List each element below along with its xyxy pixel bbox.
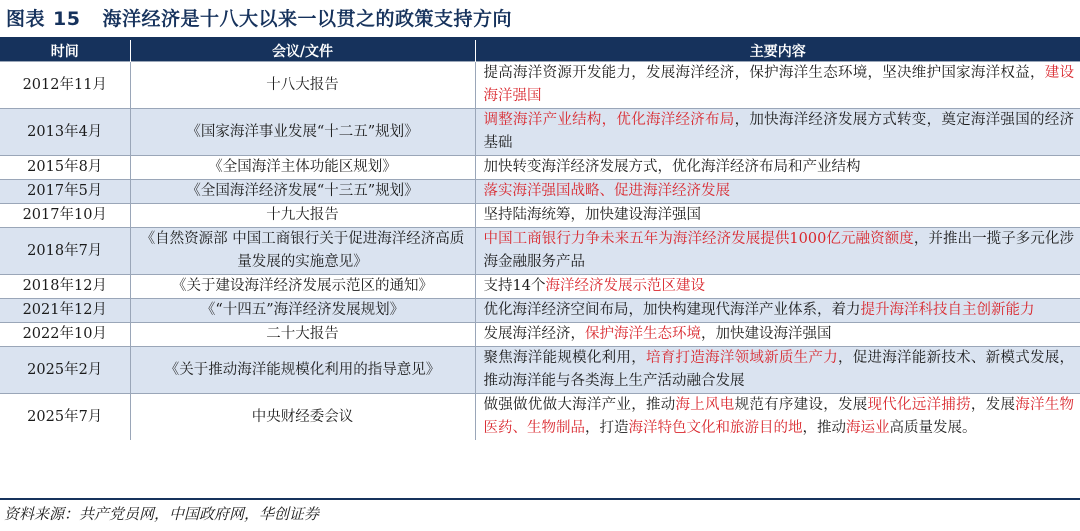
cell-content	[475, 204, 1080, 228]
cell-time: 2013年4月	[0, 109, 130, 156]
cell-content	[475, 323, 1080, 347]
highlight-text: 提升海洋科技自主创新能力	[860, 302, 1035, 318]
highlight-text: 中国工商银行力争未来五年为海洋经济发展提供1000亿元融资额度	[483, 231, 914, 247]
highlight-text: 海洋特色文化和旅游目的地	[628, 420, 803, 436]
content-text: 优化海洋经济空间布局，加快构建现代海洋产业体系，着力	[483, 302, 861, 318]
table-row	[0, 228, 1080, 275]
cell-content	[475, 299, 1080, 323]
highlight-text: 落实海洋强国战略、促进海洋经济发展	[483, 183, 730, 199]
cell-content	[475, 109, 1080, 156]
content-text: 规范有序建设，发展	[734, 397, 868, 413]
header-time: 时间	[0, 40, 130, 62]
table-row	[0, 299, 1080, 323]
table-row	[0, 323, 1080, 347]
highlight-text: 培育打造海洋领域新质生产力	[645, 350, 838, 366]
table-row	[0, 180, 1080, 204]
cell-content	[475, 180, 1080, 204]
highlight-text: 海运业	[846, 420, 890, 436]
cell-time: 2017年5月	[0, 180, 130, 204]
content-text: ，加快海洋经济发展方式转变，奠定海洋强国的经济基础	[483, 112, 1074, 151]
highlight-text: 保护海洋生态环境	[585, 326, 701, 342]
highlight-text: 海上风电	[675, 397, 735, 413]
source-note: 资料来源：共产党员网，中国政府网，华创证券	[4, 505, 320, 523]
content-text: 聚焦海洋能规模化利用，	[483, 350, 646, 366]
cell-content	[475, 228, 1080, 275]
cell-document: 二十大报告	[130, 323, 475, 347]
cell-document: 《关于建设海洋经济发展示范区的通知》	[130, 275, 475, 299]
content-text: 提高海洋资源开发能力，发展海洋经济，保护海洋生态环境，坚决维护国家海洋权益，	[483, 65, 1045, 81]
cell-time: 2017年10月	[0, 204, 130, 228]
highlight-text: 现代化远洋捕捞	[867, 397, 971, 413]
content-text: 支持14个	[483, 278, 546, 294]
cell-document: 中央财经委会议	[130, 394, 475, 441]
cell-document: 《全国海洋经济发展“十三五”规划》	[130, 180, 475, 204]
cell-time: 2021年12月	[0, 299, 130, 323]
cell-content	[475, 62, 1080, 109]
table-row	[0, 156, 1080, 180]
cell-time: 2018年12月	[0, 275, 130, 299]
content-text: ，打造	[585, 420, 629, 436]
cell-document: 《关于推动海洋能规模化利用的指导意见》	[130, 347, 475, 394]
content-text: ，推动	[802, 420, 846, 436]
table-row	[0, 62, 1080, 109]
figure-number: 15	[53, 8, 81, 30]
cell-content	[475, 347, 1080, 394]
cell-document: 《全国海洋主体功能区规划》	[130, 156, 475, 180]
content-text: 发展海洋经济，	[483, 326, 585, 342]
highlight-text: 调整海洋产业结构，优化海洋经济布局	[483, 112, 735, 128]
cell-document: 《“十四五”海洋经济发展规划》	[130, 299, 475, 323]
header-document: 会议/文件	[130, 40, 475, 62]
cell-document: 十八大报告	[130, 62, 475, 109]
table-row	[0, 347, 1080, 394]
cell-time: 2022年10月	[0, 323, 130, 347]
cell-content	[475, 156, 1080, 180]
highlight-text: 海洋生物医药、生物制品	[483, 397, 1075, 436]
content-text: 坚持陆海统筹，加快建设海洋强国	[483, 207, 701, 223]
content-text: ，并推出一揽子多元化涉海金融服务产品	[483, 231, 1074, 270]
table-body	[0, 62, 1080, 441]
cell-time: 2012年11月	[0, 62, 130, 109]
content-text: 加快转变海洋经济发展方式，优化海洋经济布局和产业结构	[483, 159, 861, 175]
figure-title-text: 海洋经济是十八大以来一以贯之的政策支持方向	[102, 8, 512, 30]
content-text: ，促进海洋能新技术、新模式发展，推动海洋能与各类海上生产活动融合发展	[483, 350, 1075, 389]
table-row	[0, 204, 1080, 228]
table-row	[0, 109, 1080, 156]
cell-time: 2025年2月	[0, 347, 130, 394]
table-header-row	[0, 40, 1080, 62]
cell-content	[475, 394, 1080, 441]
cell-time: 2018年7月	[0, 228, 130, 275]
table-row	[0, 394, 1080, 441]
cell-time: 2015年8月	[0, 156, 130, 180]
figure-label: 图表	[6, 8, 46, 30]
cell-document: 《自然资源部 中国工商银行关于促进海洋经济高质量发展的实施意见》	[130, 228, 475, 275]
content-text: ，发展	[970, 397, 1016, 413]
content-text: ，加快建设海洋强国	[701, 326, 832, 342]
highlight-text: 建设海洋强国	[483, 65, 1075, 104]
cell-time: 2025年7月	[0, 394, 130, 441]
content-text: 做强做优做大海洋产业，推动	[483, 397, 676, 413]
cell-document: 《国家海洋事业发展“十二五”规划》	[130, 109, 475, 156]
figure-title	[6, 4, 512, 34]
content-text: 高质量发展。	[889, 420, 977, 436]
bottom-rule	[0, 498, 1080, 500]
cell-document: 十九大报告	[130, 204, 475, 228]
cell-content	[475, 275, 1080, 299]
highlight-text: 海洋经济发展示范区建设	[545, 278, 705, 294]
table-row	[0, 275, 1080, 299]
header-content: 主要内容	[475, 40, 1080, 62]
policy-table	[0, 40, 1080, 440]
